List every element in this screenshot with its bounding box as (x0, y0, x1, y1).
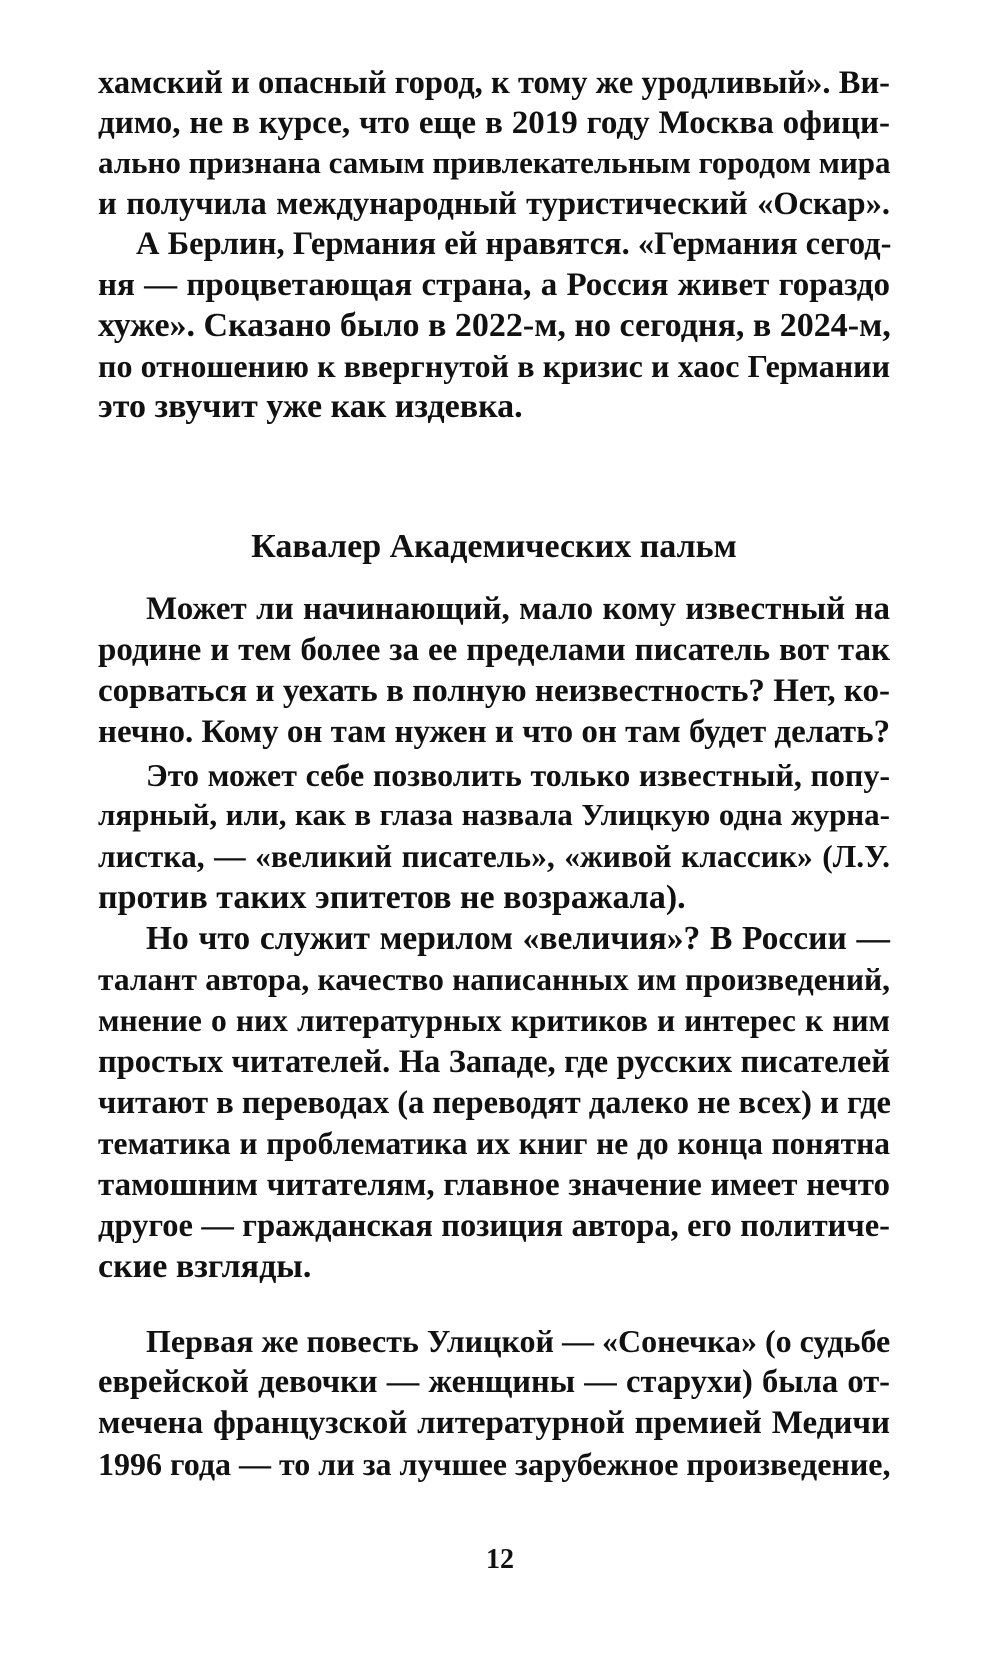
text-line: ня — процветающая страна, а Россия живет гораздо (98, 267, 890, 303)
text-line: лярный, или, как в глаза назвала Улицкую одна журна- (98, 797, 890, 832)
text-line: еврейской девочки — женщины — старухи) была от- (98, 1364, 890, 1400)
section-heading: Кавалер Академических пальм (251, 528, 737, 565)
text-line: ально признана самым привлекательным городом мира (98, 145, 891, 180)
text-line: мнение о них литературных критиков и интерес к ним (98, 1003, 890, 1038)
text-line: родине и тем более за ее пределами писатель вот так (98, 632, 890, 668)
text-line: хуже». Сказано было в 2022-м, но сегодня, в 2024-м, (98, 307, 891, 344)
text-line: тамошним читателям, главное значение имеет нечто (98, 1167, 890, 1203)
text-line: А Берлин, Германия ей нравятся. «Германия сегод- (136, 226, 892, 262)
text-line: Но что служит мерилом «величия»? В России — (146, 920, 890, 957)
text-line: талант автора, качество написанных им произведений, (98, 962, 890, 997)
text-line: читают в переводах (а переводят далеко не всех) и где (98, 1085, 891, 1121)
text-line: Может ли начинающий, мало кому известный на (146, 591, 890, 627)
text-line: и получила международный туристический «Оскар». (98, 186, 890, 222)
text-line: тематика и проблематика их книг не до конца понятна (98, 1126, 890, 1161)
text-line: 1996 года — то ли за лучшее зарубежное произведение, (98, 1446, 891, 1482)
text-line: листка, — «великий писатель», «живой классик» (Л.У. (98, 839, 890, 874)
text-line: другое — гражданская позиция автора, его политиче- (98, 1208, 890, 1244)
text-line: простых читателей. На Западе, где русских писателей (98, 1044, 890, 1080)
text-line: по отношению к ввергнутой в кризис и хаос Германии (98, 348, 890, 384)
text-line: димо, не в курсе, что еще в 2019 году Москва офици- (98, 105, 890, 141)
text-line: против таких эпитетов не возражала). (98, 879, 686, 916)
text-line: сорваться и уехать в полную неизвестность? Нет, ко- (98, 673, 890, 709)
text-line: Это может себе позволить только известный, попу- (146, 757, 890, 793)
text-line: мечена французской литературной премией Медичи (98, 1405, 890, 1441)
text-line: нечно. Кому он там нужен и что он там будет делать? (98, 714, 891, 750)
page-number: 12 (486, 1544, 514, 1575)
text-line: Первая же повесть Улицкой — «Сонечка» (о судьбе (146, 1323, 891, 1359)
text-line: хамский и опасный город, к тому же уродливый». Ви- (98, 65, 890, 101)
text-line: ские взгляды. (98, 1248, 312, 1285)
text-line: это звучит уже как издевка. (98, 388, 523, 425)
